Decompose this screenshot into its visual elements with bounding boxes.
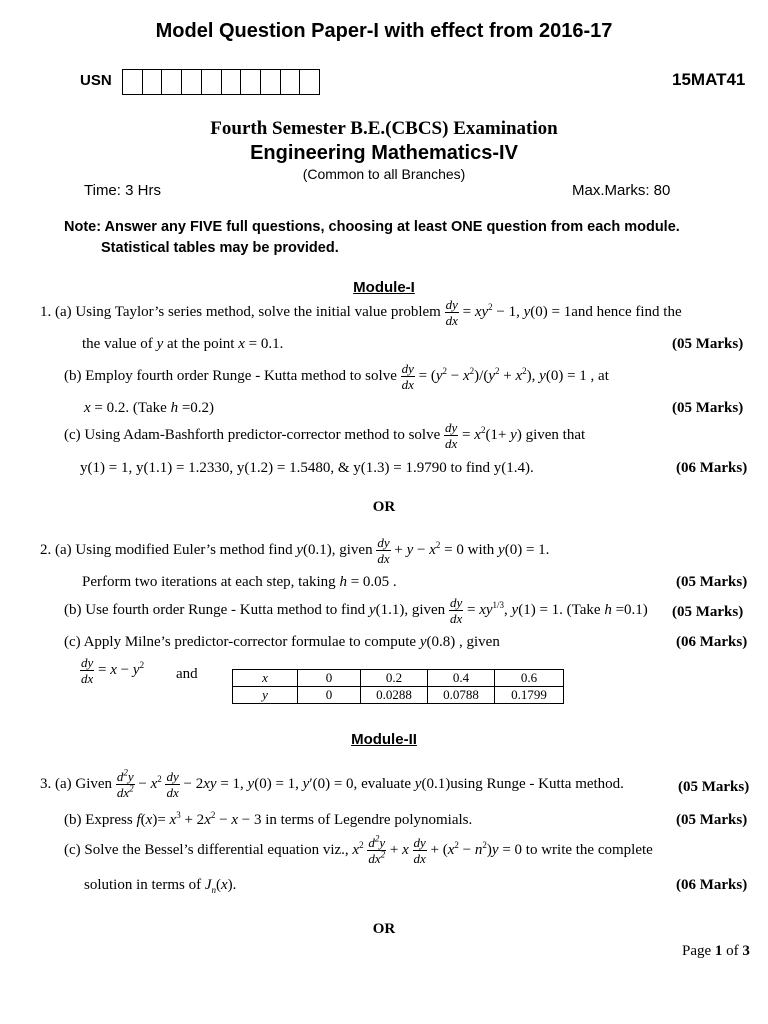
paper-title: Model Question Paper-I with effect from 2016-17: [155, 20, 613, 42]
q1a-line2: the value of y at the point x = 0.1.: [82, 336, 284, 352]
q2c-line1: (c) Apply Milne’s predictor-corrector formulae to compute y(0.8) , given: [64, 634, 500, 650]
or-separator-1: OR: [372, 499, 396, 515]
q3a-line: 3. (a) Given $\frac{d^2y}{dx^2}$ − $x^2$ $\frac{dy}{dx}$ − 2xy = 1, y(0) = 1, y′(0) = 0, evaluate y(0.1)using Runge - Kutta method.: [40, 767, 624, 800]
q2a-line1: 2. (a) Using modified Euler’s method find y(0.1), given $\frac{dy}{dx}$ + $y - x^2 = 0$ with y(0) = 1.: [40, 535, 550, 566]
q1b-line1: (b) Employ fourth order Runge - Kutta method to solve $\frac{dy}{dx}$ = $(y^2 - x^2)/(y^2 + x^2)$, y(0) = 1 , at: [64, 361, 609, 392]
q3c-line1: (c) Solve the Bessel’s differential equation viz., $x^2$ $\frac{d^2y}{dx^2}$ + x $\frac{dy}{dx}$ + $(x^2 - n^2)y = 0$ to write the complete: [64, 833, 653, 866]
table-row: y 0 0.0288 0.0788 0.1799: [233, 687, 564, 704]
usn-label: USN: [80, 72, 112, 89]
page-number: Page 1 of 3: [682, 943, 750, 959]
milne-data-table: [232, 669, 564, 704]
q1a-line1: 1. (a) Using Taylor’s series method, solve the initial value problem $\frac{dy}{dx}$ = $xy^2 - 1$, y(0) = 1and hence find the: [40, 297, 682, 328]
q3b-line: (b) Express $f(x)= x^3 + 2x^2 - x - 3$ in terms of Legendre polynomials.: [64, 810, 473, 828]
subject-title: Engineering Mathematics-IV: [250, 142, 518, 164]
q2a-marks: (05 Marks): [676, 574, 748, 590]
q3c-line2: solution in terms of $J_n(x)$.: [84, 877, 237, 895]
q1b-line2: x = 0.2. (Take h =0.2): [84, 400, 215, 416]
note-line-1: Note: Answer any FIVE full questions, choosing at least ONE question from each module.: [64, 219, 680, 235]
q2c-equation: $\frac{dy}{dx}$ = $x - y^2$: [81, 655, 145, 686]
q2b-line1: (b) Use fourth order Runge - Kutta method to find y(1.1), given $\frac{dy}{dx}$ = $xy^{1/3}$, y(1) = 1. (Take h =0.1): [64, 595, 648, 626]
q3a-marks: (05 Marks): [678, 779, 750, 795]
q1a-marks: (05 Marks): [672, 336, 744, 352]
common-note: (Common to all Branches): [302, 166, 466, 182]
module-2-heading: Module-II: [351, 731, 417, 748]
table-row: x 0 0.2 0.4 0.6: [233, 670, 564, 687]
q1b-marks: (05 Marks): [672, 400, 744, 416]
q2b-marks: (05 Marks): [672, 604, 744, 620]
max-marks-label: Max.Marks: 80: [572, 182, 671, 199]
q2c-and: and: [176, 666, 198, 682]
module-1-heading: Module-I: [353, 279, 415, 296]
exam-title: Fourth Semester B.E.(CBCS) Examination: [210, 118, 558, 139]
q1c-line1: (c) Using Adam-Bashforth predictor-corrector method to solve $\frac{dy}{dx}$ = $x^2(1+ y)$ given that: [64, 420, 586, 451]
q2c-marks: (06 Marks): [676, 634, 748, 650]
q1c-line2: y(1) = 1, y(1.1) = 1.2330, y(1.2) = 1.5480, & y(1.3) = 1.9790 to find y(1.4).: [80, 460, 534, 476]
q1c-marks: (06 Marks): [676, 460, 748, 476]
note-line-2: Statistical tables may be provided.: [101, 240, 339, 256]
usn-boxes: [122, 69, 320, 95]
q3b-marks: (05 Marks): [676, 812, 748, 828]
time-label: Time: 3 Hrs: [84, 182, 161, 199]
q3c-marks: (06 Marks): [676, 877, 748, 893]
or-separator-2: OR: [372, 921, 396, 937]
q2a-line2: Perform two iterations at each step, taking h = 0.05 .: [82, 574, 397, 590]
subject-code: 15MAT41: [672, 70, 746, 89]
